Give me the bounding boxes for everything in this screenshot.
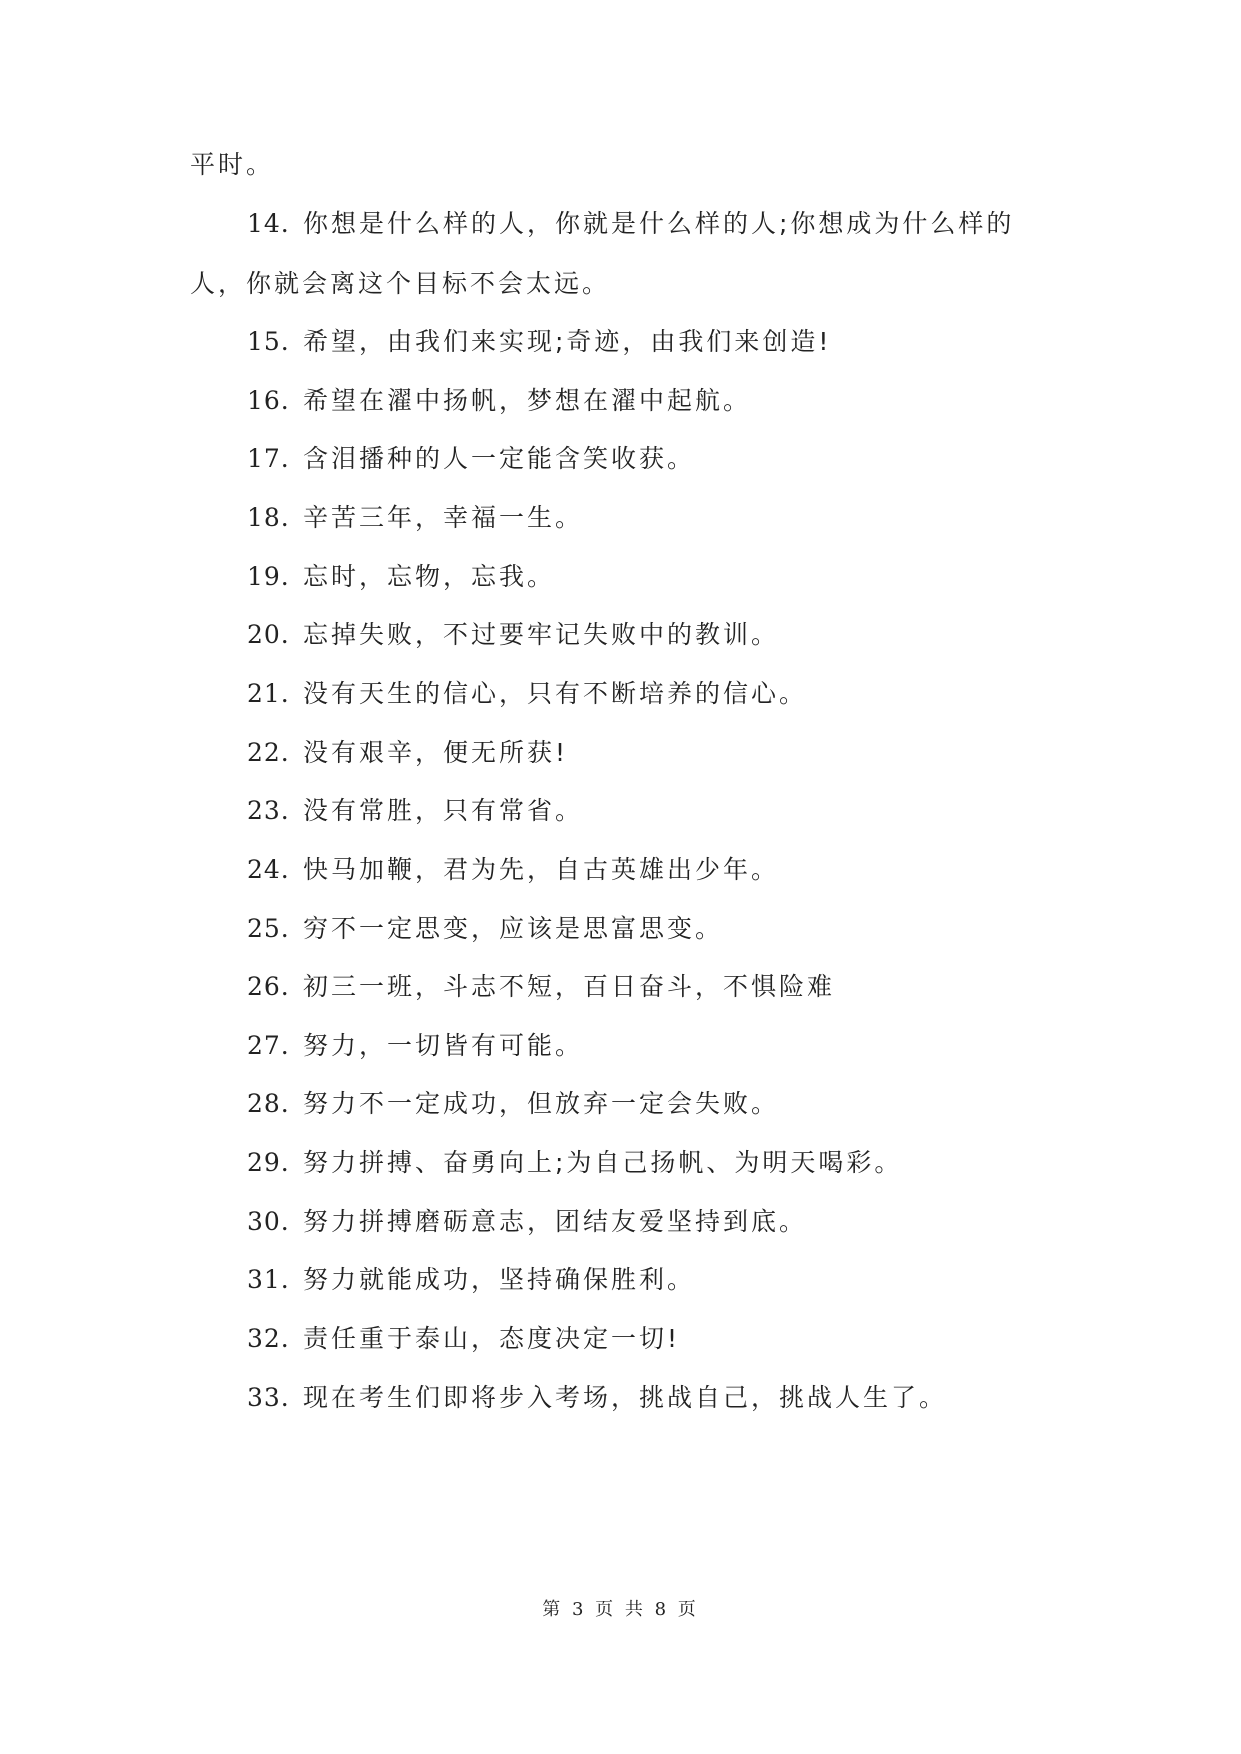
item-text: 初三一班，斗志不短，百日奋斗，不惧险难 xyxy=(303,972,836,1001)
item-number: 29. xyxy=(247,1148,290,1177)
item-number: 23. xyxy=(247,796,290,825)
item-text: 穷不一定思变，应该是思富思变。 xyxy=(303,914,724,943)
continuation-line: 平时。 xyxy=(190,150,275,179)
item-number: 32. xyxy=(247,1324,290,1353)
item-number: 20. xyxy=(247,620,290,649)
item-text: 辛苦三年，幸福一生。 xyxy=(303,503,584,532)
item-number: 19. xyxy=(247,562,290,591)
list-item-14-continuation: 人，你就会离这个目标不会太远。 xyxy=(190,269,611,298)
item-text: 努力不一定成功，但放弃一定会失败。 xyxy=(303,1089,780,1118)
item-text: 努力，一切皆有可能。 xyxy=(303,1031,584,1060)
item-number: 26. xyxy=(247,972,290,1001)
item-text: 忘时，忘物，忘我。 xyxy=(303,562,556,591)
item-number: 33. xyxy=(247,1383,290,1412)
item-number: 16. xyxy=(247,386,290,415)
item-text: 没有艰辛，便无所获! xyxy=(303,738,569,767)
item-number: 21. xyxy=(247,679,290,708)
item-text: 努力拼搏磨砺意志，团结友爱坚持到底。 xyxy=(303,1207,808,1236)
item-text: 快马加鞭，君为先，自古英雄出少年。 xyxy=(303,855,780,884)
item-number: 14. xyxy=(247,209,290,238)
item-number: 15. xyxy=(247,327,290,356)
item-text: 忘掉失败，不过要牢记失败中的教训。 xyxy=(303,620,780,649)
item-number: 24. xyxy=(247,855,290,884)
item-text: 没有天生的信心，只有不断培养的信心。 xyxy=(303,679,808,708)
item-text: 现在考生们即将步入考场，挑战自己，挑战人生了。 xyxy=(303,1383,948,1412)
item-number: 31. xyxy=(247,1265,290,1294)
item-text: 含泪播种的人一定能含笑收获。 xyxy=(303,444,696,473)
item-text: 你想是什么样的人，你就是什么样的人;你想成为什么样的 xyxy=(303,209,1015,238)
item-number: 22. xyxy=(247,738,290,767)
item-text: 没有常胜，只有常省。 xyxy=(303,796,584,825)
item-number: 18. xyxy=(247,503,290,532)
item-number: 30. xyxy=(247,1207,290,1236)
page-footer: 第 3 页 共 8 页 xyxy=(542,1599,699,1620)
item-text: 希望，由我们来实现;奇迹，由我们来创造! xyxy=(303,327,832,356)
item-number: 27. xyxy=(247,1031,290,1060)
item-number: 28. xyxy=(247,1089,290,1118)
item-text: 希望在濯中扬帆，梦想在濯中起航。 xyxy=(303,386,752,415)
item-text: 努力就能成功，坚持确保胜利。 xyxy=(303,1265,696,1294)
item-number: 17. xyxy=(247,444,290,473)
item-text: 责任重于泰山，态度决定一切! xyxy=(303,1324,681,1353)
item-text: 努力拼搏、奋勇向上;为自己扬帆、为明天喝彩。 xyxy=(303,1148,903,1177)
item-number: 25. xyxy=(247,914,290,943)
